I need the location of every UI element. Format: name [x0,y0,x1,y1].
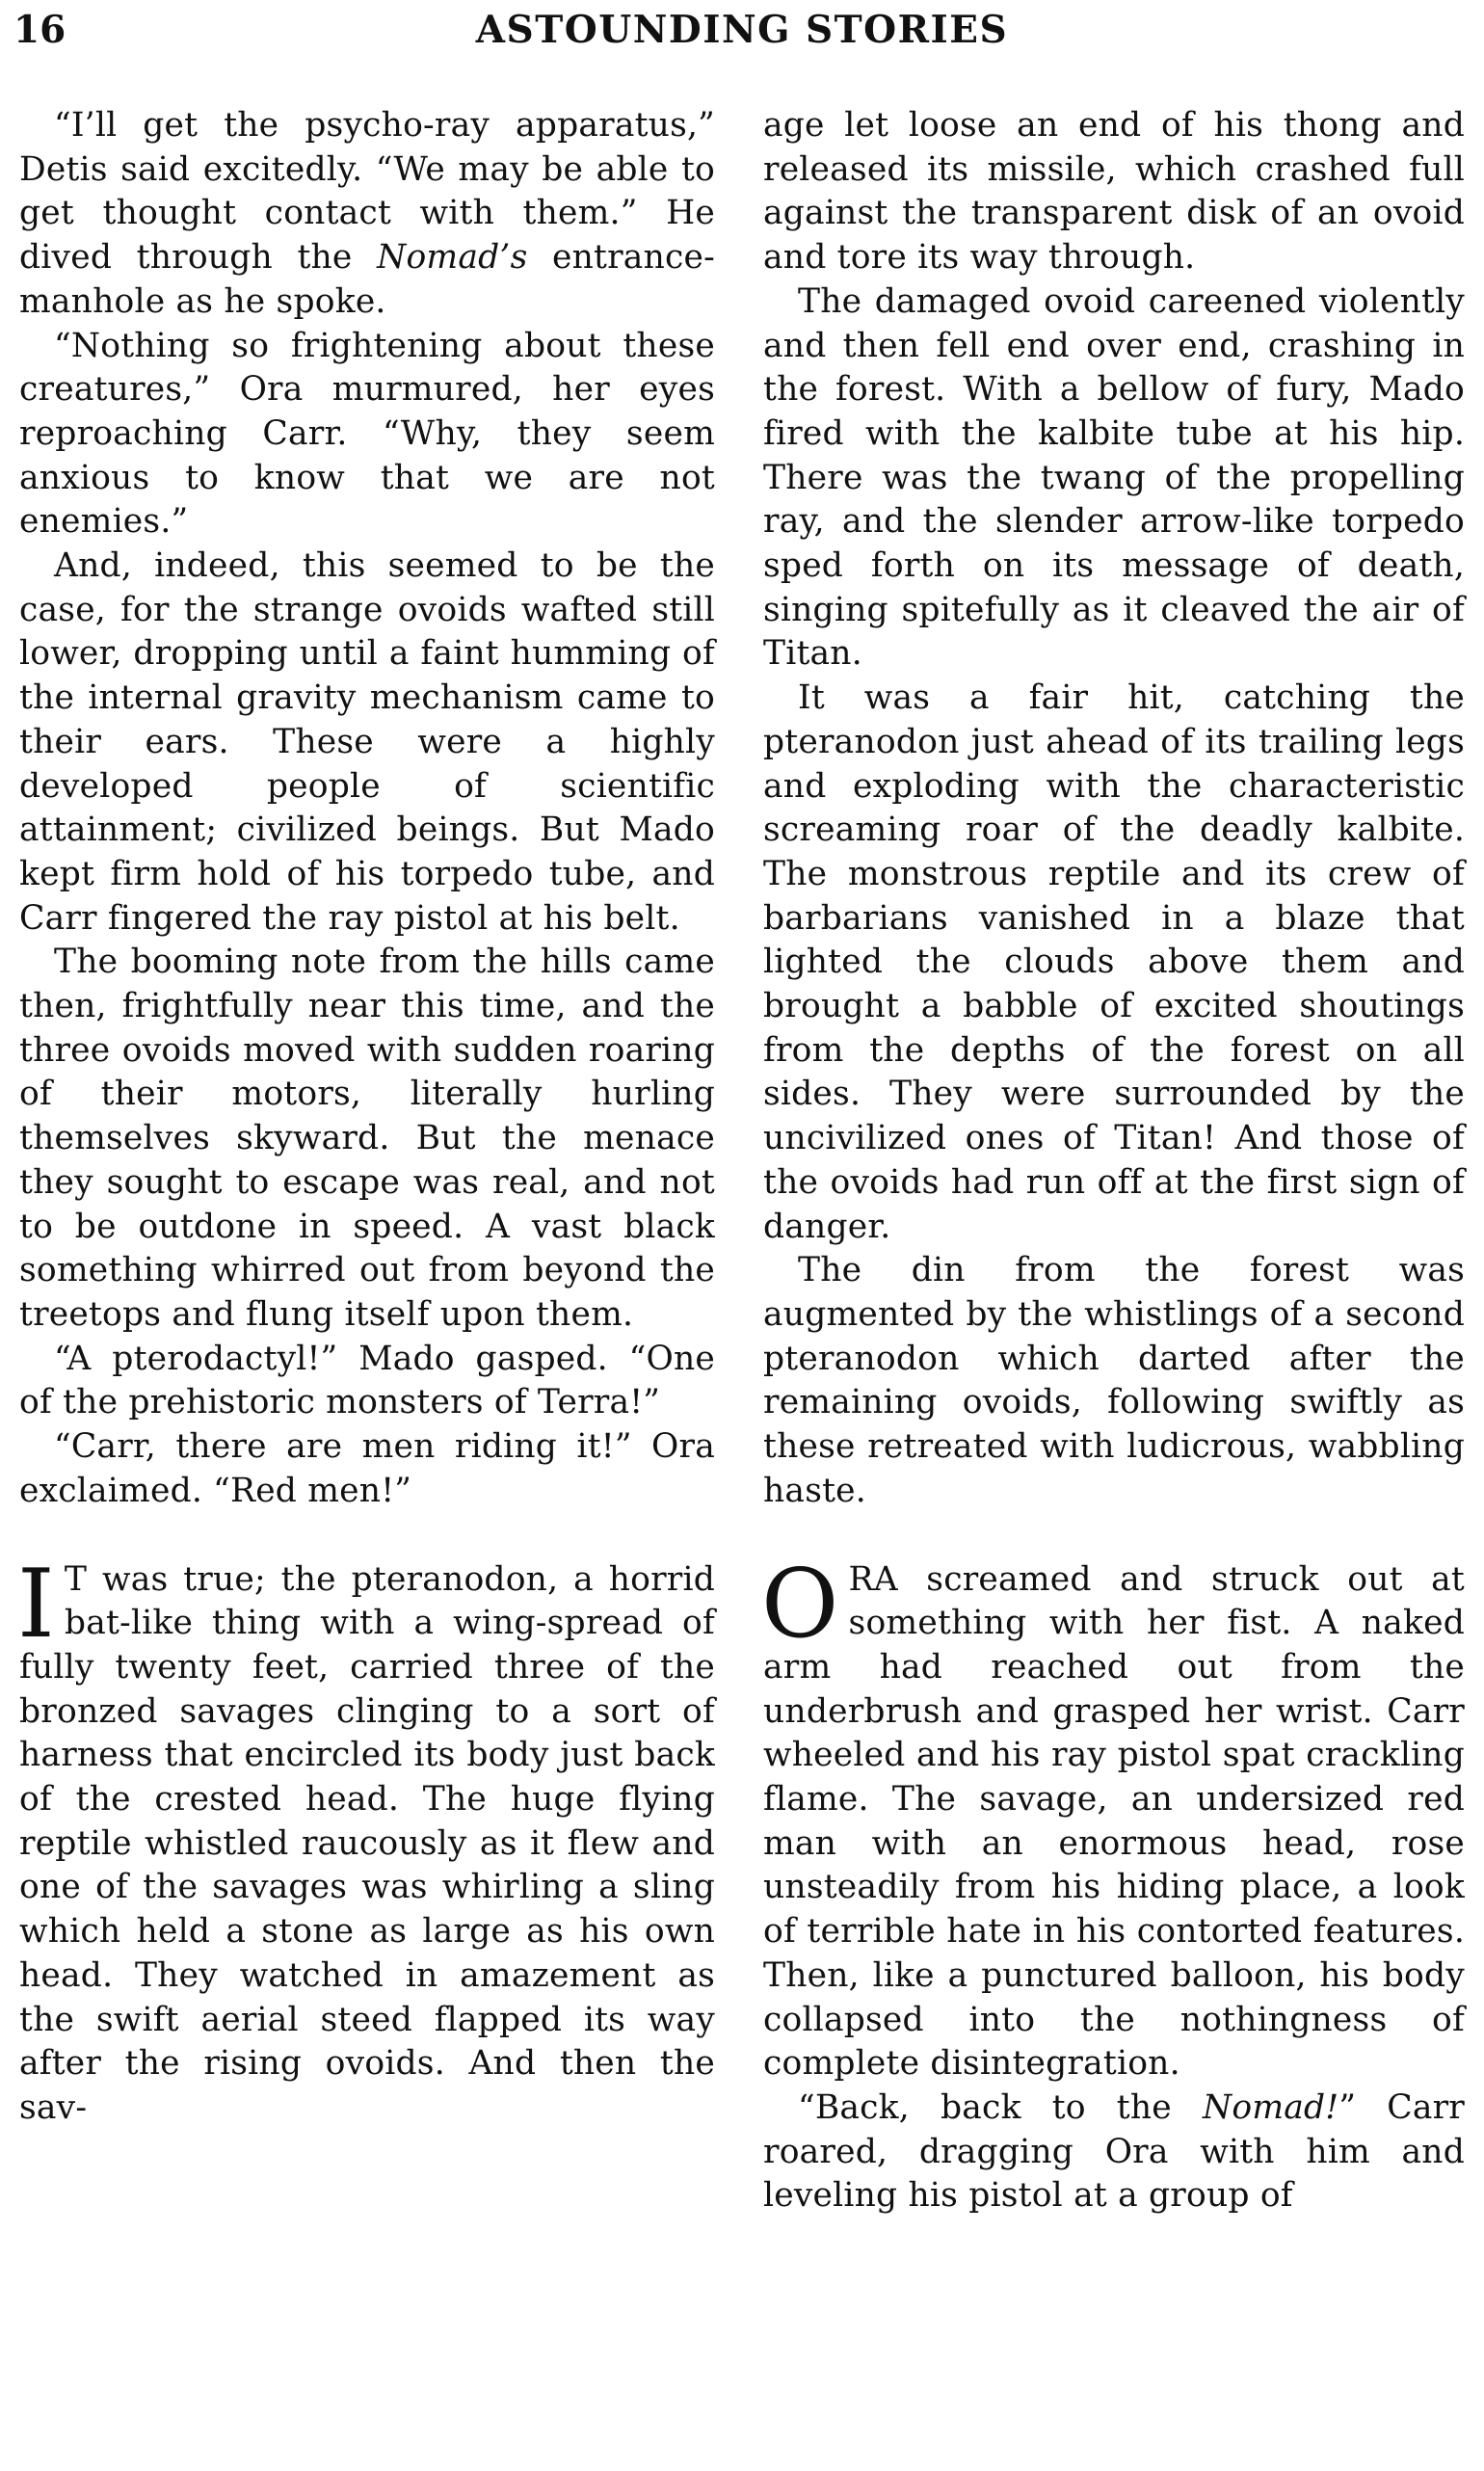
paragraph: “I’ll get the psycho-ray apparatus,” Detis said excitedly. “We may be able to get thought contact with them.” He dived through the Nomad’s entrance-manhole as he spoke. [19,106,715,321]
paragraph: “Back, back to the Nomad!” Carr roared, dragging Ora with him and leveling his pistol at a group of [763,2087,1465,2216]
running-title: ASTOUNDING STORIES [475,8,1009,52]
section-paragraph: ORA screamed and struck out at something with her fist. A naked arm had reached out from the underbrush and grasped her wrist. Carr wheeled and his ray pistol spat crackling flame. The savage, an undersized red man with an enormous head, rose unsteadily from his hiding place, a look of terrible hate in his contorted features. Then, like a punctured balloon, his body collapsed into the nothingness of complete disintegration. [761,1549,1465,2084]
paragraph: “Nothing so frightening about these creatures,” Ora murmured, her eyes reproaching Carr. “Why, they seem anxious to know that we are not enemies.” [19,326,715,542]
paragraph: age let loose an end of his thong and released its missile, which crashed full against the transparent disk of an ovoid and tore its way through. [763,106,1465,278]
left-column [19,104,715,2131]
paragraph: The din from the forest was augmented by the whistlings of a second pteranodon which darted after the remaining ovoids, following swiftly as these retreated with ludicrous, wabbling haste. [763,1251,1465,1510]
drop-cap: O [761,1549,839,1660]
drop-cap: I [17,1549,55,1660]
page-header [13,4,1471,62]
paragraph: The damaged ovoid careened violently and then fell end over end, crashing in the forest. With a bellow of fury, Mado fired with the kalbite tube at his hip. There was the twang of the propelling ray, and the slender arrow-like torpedo sped forth on its message of death, singing spitefully as it cleaved the air of Titan. [763,281,1465,674]
right-column [763,104,1465,2219]
section-paragraph: I T was true; the pteranodon, a horrid bat-like thing with a wing-spread of fully twenty feet, carried three of the bronzed savages clinging to a sort of harness that encircled its body just back of the crested head. The huge flying reptile whistled raucously as it flew and one of the savages was whirling a sling which held a stone as large as his own head. They watched in amazement as the swift aerial steed flapped its way after the rising ovoids. And then the sav- [17,1549,715,2127]
paragraph: “A pterodactyl!” Mado gasped. “One of the prehistoric monsters of Terra!” [19,1339,715,1422]
paragraph: And, indeed, this seemed to be the case, for the strange ovoids wafted still lower, dropping until a faint humming of the internal gravity mechanism came to their ears. These were a highly developed people of scientific attainment; civilized beings. But Mado kept firm hold of his torpedo tube, and Carr fingered the ray pistol at his belt. [19,546,715,938]
paragraph: “Carr, there are men riding it!” Ora exclaimed. “Red men!” [19,1427,715,1510]
paragraph: The booming note from the hills came then, frightfully near this time, and the three ovoids moved with sudden roaring of their motors, literally hurling themselves skyward. But the menace they sought to escape was real, and not to be outdone in speed. A vast black something whirred out from beyond the treetops and flung itself upon them. [19,943,715,1334]
paragraph: It was a fair hit, catching the pteranodon just ahead of its trailing legs and exploding with the characteristic screaming roar of the deadly kalbite. The monstrous reptile and its crew of barbarians vanished in a blaze that lighted the clouds above them and brought a babble of excited shoutings from the depths of the forest on all sides. They were surrounded by the uncivilized ones of Titan! And those of the ovoids had run off at the first sign of danger. [763,678,1465,1246]
page-number: 16 [13,8,66,52]
